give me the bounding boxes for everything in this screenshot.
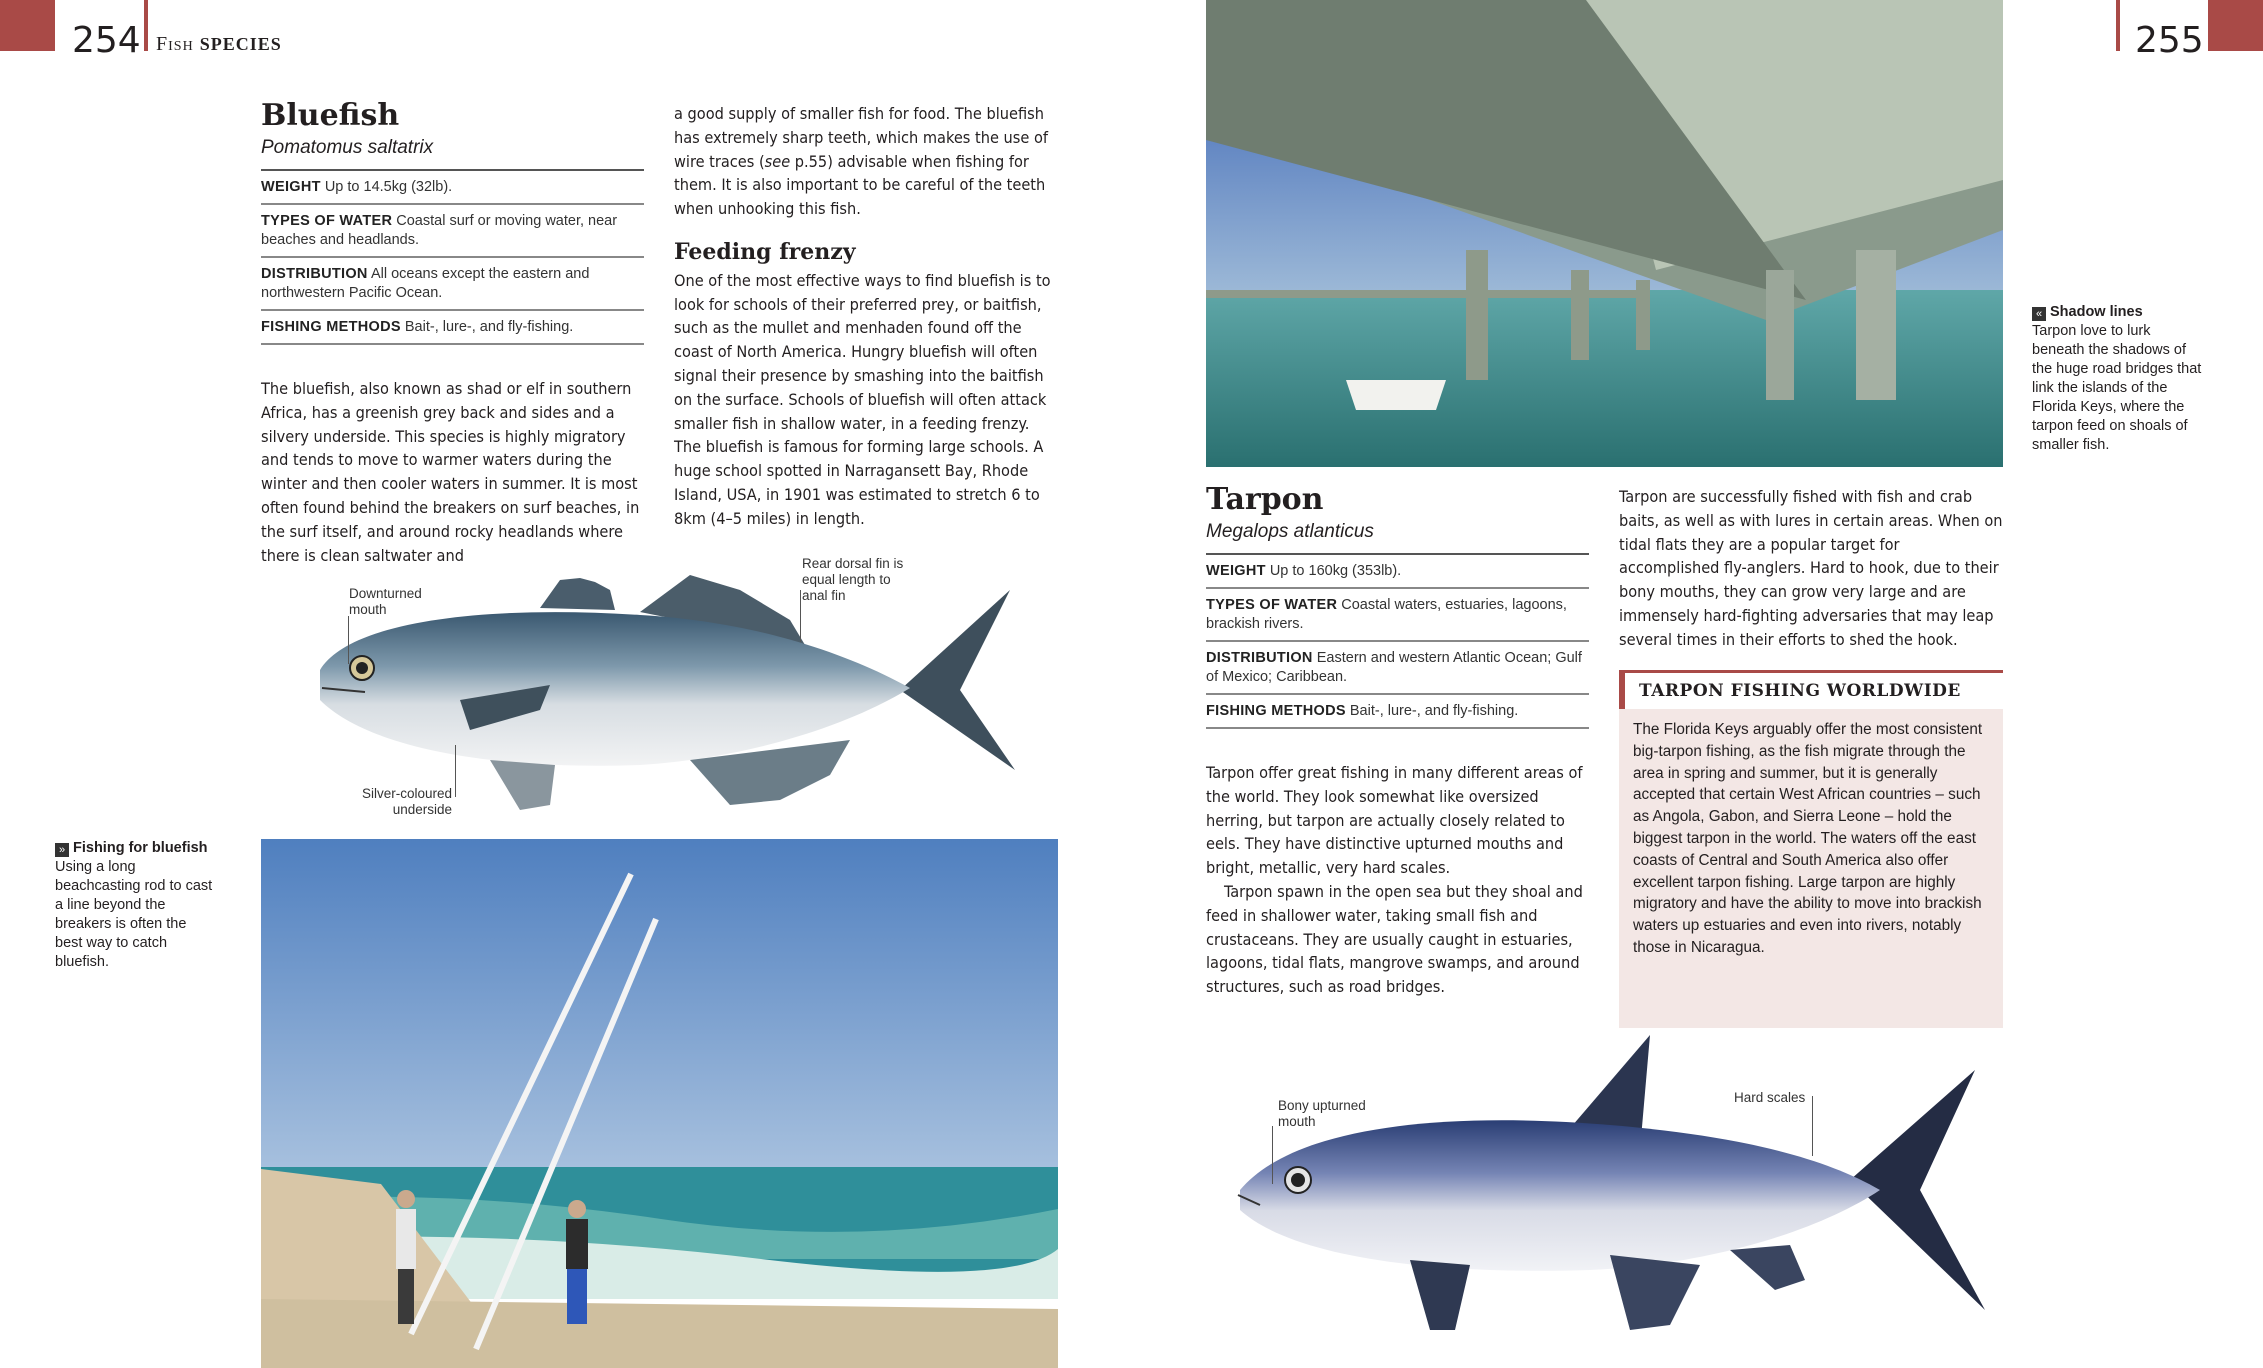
fact-label: TYPES OF WATER — [261, 213, 393, 229]
fact-value: Coastal surf or moving water, near beaches and headlands. — [261, 213, 618, 248]
bluefish-photo-caption — [55, 839, 215, 972]
fact-value: Up to 14.5kg (32lb). — [324, 179, 453, 195]
label-silver-underside: Silver-coloured underside — [361, 786, 452, 817]
fact-list — [261, 169, 644, 345]
label-hard-scales: Hard scales — [1734, 1090, 1806, 1105]
species-latin-name: Pomatomus saltatrix — [261, 137, 434, 158]
fact-label: WEIGHT — [1206, 563, 1266, 579]
fact-distribution — [1206, 642, 1589, 695]
left-header-divider — [144, 0, 148, 51]
arrow-left-icon: « — [2032, 307, 2046, 321]
tarpon-worldwide-box — [1619, 670, 2003, 1028]
leader-line — [1272, 1126, 1273, 1184]
species-title: Bluefish — [261, 98, 400, 133]
fact-label: TYPES OF WATER — [1206, 597, 1338, 613]
fact-list — [1206, 553, 1589, 729]
right-page-number: 255 — [2135, 20, 2204, 61]
fact-label: FISHING METHODS — [261, 319, 401, 335]
left-page-tab — [0, 0, 55, 51]
fact-value: Up to 160kg (353lb). — [1269, 563, 1402, 579]
species-latin-name: Megalops atlanticus — [1206, 521, 1374, 542]
label-downturned-mouth: Downturned mouth — [349, 586, 422, 617]
body-paragraph — [674, 102, 1060, 221]
fact-value: Eastern and western Atlantic Ocean; Gulf of Mexico; Caribbean. — [1206, 650, 1582, 685]
species-title: Tarpon — [1206, 482, 1324, 517]
fact-methods — [1206, 695, 1589, 729]
bluefish-intro — [261, 377, 644, 567]
tarpon-illustration — [1230, 1030, 1990, 1350]
caption-text: Using a long beachcasting rod to cast a line beyond the breakers is often the best way to catch bluefish. — [55, 859, 213, 970]
leader-line — [455, 745, 456, 797]
body-paragraph: One of the most effective ways to find bluefish is to look for schools of their preferred prey, or baitfish, such as the mullet and menhaden found off the coast of North America. Hungry bluefish will often signal their presence by smashing into the baitfish on the surface. Schools of bluefish will often attack smaller fish in shallow water, in a feeding frenzy. The bluefish is famous for forming large schools. A huge school spotted in Narragansett Bay, Rhode Island, USA, in 1901 was estimated to stretch 6 to 8km (4–5 miles) in length. — [674, 270, 1051, 528]
body-paragraph: The bluefish, also known as shad or elf in southern Africa, has a greenish grey back and sides and a silvery underside. This species is highly migratory and tends to move to warmer waters during the winter and then cooler waters in summer. It is most often found behind the breakers on surf beaches, in the surf itself, and around rocky headlands where there is clean saltwater and — [261, 379, 640, 565]
right-header-divider — [2116, 0, 2120, 51]
running-head — [156, 33, 282, 56]
fact-methods — [261, 311, 644, 345]
fact-label: DISTRIBUTION — [1206, 650, 1313, 666]
bridge-photo-caption — [2032, 303, 2202, 455]
bluefish-column-2 — [674, 102, 1060, 531]
tarpon-factfile — [1206, 482, 1589, 999]
left-page-number: 254 — [72, 20, 141, 61]
label-dorsal-fin: Rear dorsal fin is equal length to anal fin — [802, 556, 904, 603]
leader-line — [800, 590, 801, 642]
body-text: p.55) advisable when fishing for them. It is also important to be careful of the teeth when unhooking this fish. — [674, 151, 1046, 219]
bridge-photo — [1206, 0, 2003, 467]
fact-water — [261, 205, 644, 258]
body-text: a good supply of smaller fish for food. The bluefish has extremely sharp teeth, which makes the use of wire traces ( — [674, 104, 1048, 171]
fact-label: FISHING METHODS — [1206, 703, 1346, 719]
arrow-right-icon: » — [55, 843, 69, 857]
body-paragraph: Tarpon are successfully fished with fish and crab baits, as well as with lures in certain areas. When on tidal flats they are a popular target for accomplished fly-anglers. Hard to hook, due to their bony mouths, they can grow very large and are immensely hard-fighting adversaries that may leap several times in their efforts to shed the hook. — [1619, 487, 2003, 649]
label-bony-mouth: Bony upturned mouth — [1278, 1098, 1366, 1129]
tarpon-column-2 — [1619, 485, 2003, 652]
fact-water — [1206, 589, 1589, 642]
fact-label: WEIGHT — [261, 179, 321, 195]
running-head-title: SPECIES — [199, 34, 282, 54]
fact-value: Bait-, lure-, and fly-fishing. — [1349, 703, 1519, 719]
fact-label: DISTRIBUTION — [261, 266, 368, 282]
box-text: The Florida Keys arguably offer the most consistent big-tarpon fishing, as the fish migrate through the area in spring and summer, but it is generally accepted that certain West African countries – such as Angola, Gabon, and Sierra Leone – hold the biggest tarpon in the world. The waters off the east coasts of Central and South America also offer excellent tarpon fishing. Large tarpon are highly migratory and have the ability to move into brackish waters up estuaries and even into rivers, notably those in Nicaragua. — [1619, 709, 2003, 1028]
beach-fishing-photo — [261, 839, 1058, 1368]
box-title: TARPON FISHING WORLDWIDE — [1619, 670, 2003, 709]
leader-line — [348, 616, 349, 664]
body-paragraph: Tarpon spawn in the open sea but they shoal and feed in shallower water, taking small fish and crustaceans. They are usually caught in estuaries, lagoons, tidal flats, mangrove swamps, and around structures, such as road bridges. — [1206, 881, 1583, 997]
caption-title: Fishing for bluefish — [73, 840, 208, 856]
body-paragraph: Tarpon offer great fishing in many different areas of the world. They look somewhat like oversized herring, but tarpon are actually closely related to eels. They have distinctive upturned mouths and bright, metallic, very hard scales. — [1206, 763, 1583, 878]
subheading: Feeding frenzy — [674, 238, 856, 265]
leader-line — [1812, 1096, 1813, 1156]
right-page-tab — [2208, 0, 2263, 51]
fact-value: Coastal waters, estuaries, lagoons, brackish rivers. — [1206, 597, 1567, 632]
caption-title: Shadow lines — [2050, 304, 2143, 320]
fact-weight — [1206, 555, 1589, 589]
fact-weight — [261, 171, 644, 205]
fact-value: Bait-, lure-, and fly-fishing. — [404, 319, 574, 335]
fact-distribution — [261, 258, 644, 311]
cross-reference: see — [764, 151, 791, 171]
bluefish-factfile — [261, 98, 644, 567]
caption-text: Tarpon love to lurk beneath the shadows of the huge road bridges that link the islands of the Florida Keys, where the tarpon feed on shoals of smaller fish. — [2032, 323, 2202, 453]
tarpon-intro — [1206, 761, 1589, 999]
fact-value: All oceans except the eastern and northwestern Pacific Ocean. — [261, 266, 590, 301]
running-head-prefix: Fish — [156, 33, 194, 55]
